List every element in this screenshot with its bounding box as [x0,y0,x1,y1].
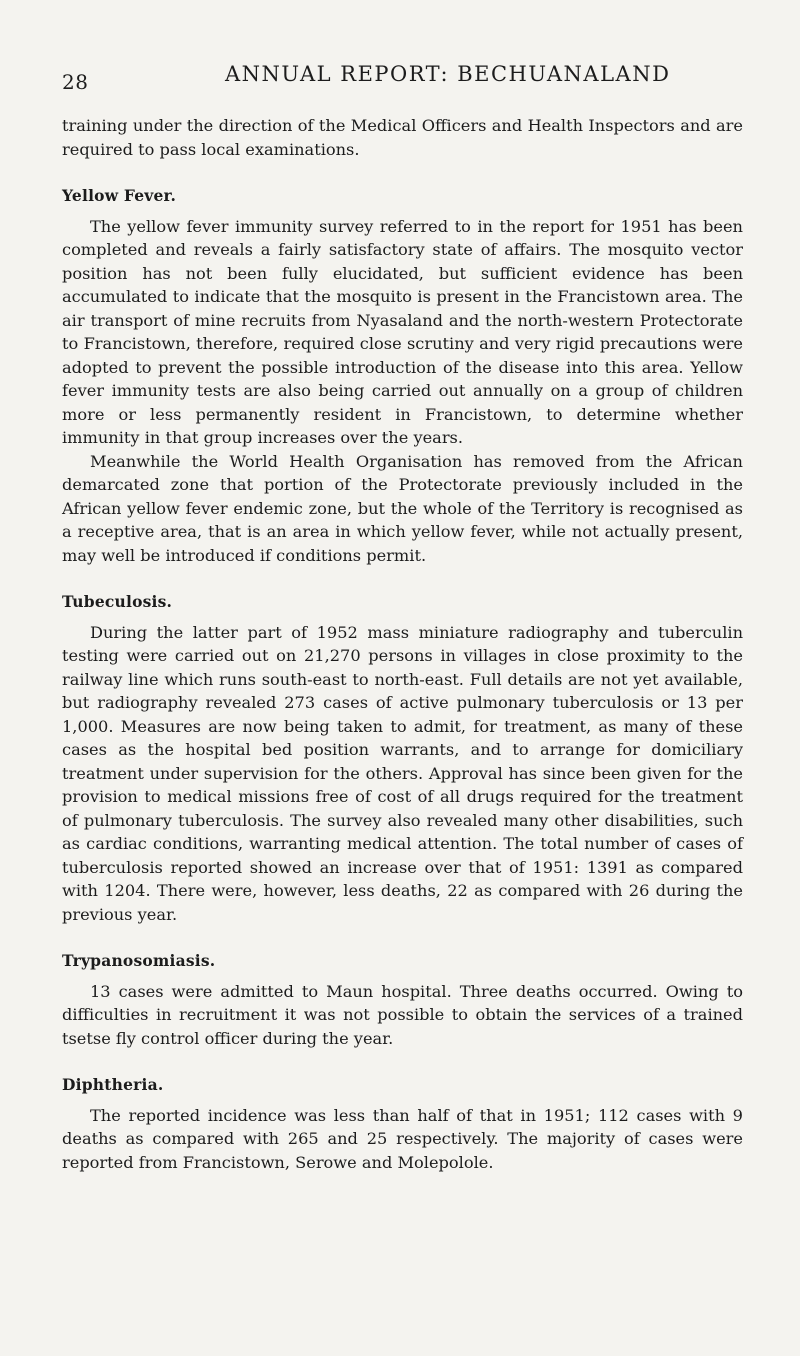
body-text [62,114,743,1174]
paragraph: The yellow fever immunity survey referred to in the report for 1951 has been completed and reveals a fairly satisfactory state of affairs. The mosquito vector position has not been fully elucidated, but sufficient evidence has been accumulated to indicate that the mosquito is present in the Francistown area. The air transport of mine recruits from Nyasaland and the north-western Protectorate to Francistown, therefore, required close scrutiny and very rigid precautions were adopted to prevent the possible introduction of the disease into this area. Yellow fever immunity tests are also being carried out annually on a group of children more or less permanently resident in Francistown, to determine whether immunity in that group increases over the years. [62,216,743,447]
header-title: ANNUAL REPORT: BECHUANALAND [225,62,671,86]
section-heading: Tubeculosis. [62,592,173,611]
running-header [0,62,800,92]
intro-paragraph: training under the direction of the Medical Officers and Health Inspectors and are required to pass local examinations. [62,116,743,159]
section-diphtheria [62,1073,743,1174]
paragraph: During the latter part of 1952 mass miniature radiography and tuberculin testing were carried out on 21,270 persons in villages in close proximity to the railway line which runs south-east to north-east. Full details are not yet available, but radiography revealed 273 cases of active pulmonary tuberculosis or 13 per 1,000. Measures are now being taken to admit, for treatment, as many of these cases as the hospital bed position warrants, and to arrange for domiciliary treatment under supervision for the others. Approval has since been given for the provision to medical missions free of cost of all drugs required for the treatment of pulmonary tuberculosis. The survey also revealed many other disabilities, such as cardiac conditions, warranting medical attention. The total number of cases of tuberculosis reported showed an increase over that of 1951: 1391 as compared with 1204. There were, however, less deaths, 22 as compared with 26 during the previous year. [62,622,743,924]
section-heading: Yellow Fever. [62,186,177,205]
section-tuberculosis [62,590,743,926]
paragraph: Meanwhile the World Health Organisation has removed from the African demarcated zone that portion of the Protectorate previously included in the African yellow fever endemic zone, but the whole of the Territory is recognised as a receptive area, that is an area in which yellow fever, while not actually present, may well be introduced if conditions permit. [62,451,743,565]
section-heading: Diphtheria. [62,1075,164,1094]
section-trypanosomiasis [62,949,743,1050]
section-yellow-fever [62,184,743,567]
paragraph: 13 cases were admitted to Maun hospital. Three deaths occurred. Owing to difficulties in recruitment it was not possible to obtain the services of a trained tsetse fly control officer during the year. [62,981,743,1048]
paragraph: The reported incidence was less than half of that in 1951; 112 cases with 9 deaths as compared with 265 and 25 respectively. The majority of cases were reported from Francistown, Serowe and Molepolole. [62,1105,743,1172]
section-heading: Trypanosomiasis. [62,951,216,970]
page-number: 28 [62,70,89,94]
